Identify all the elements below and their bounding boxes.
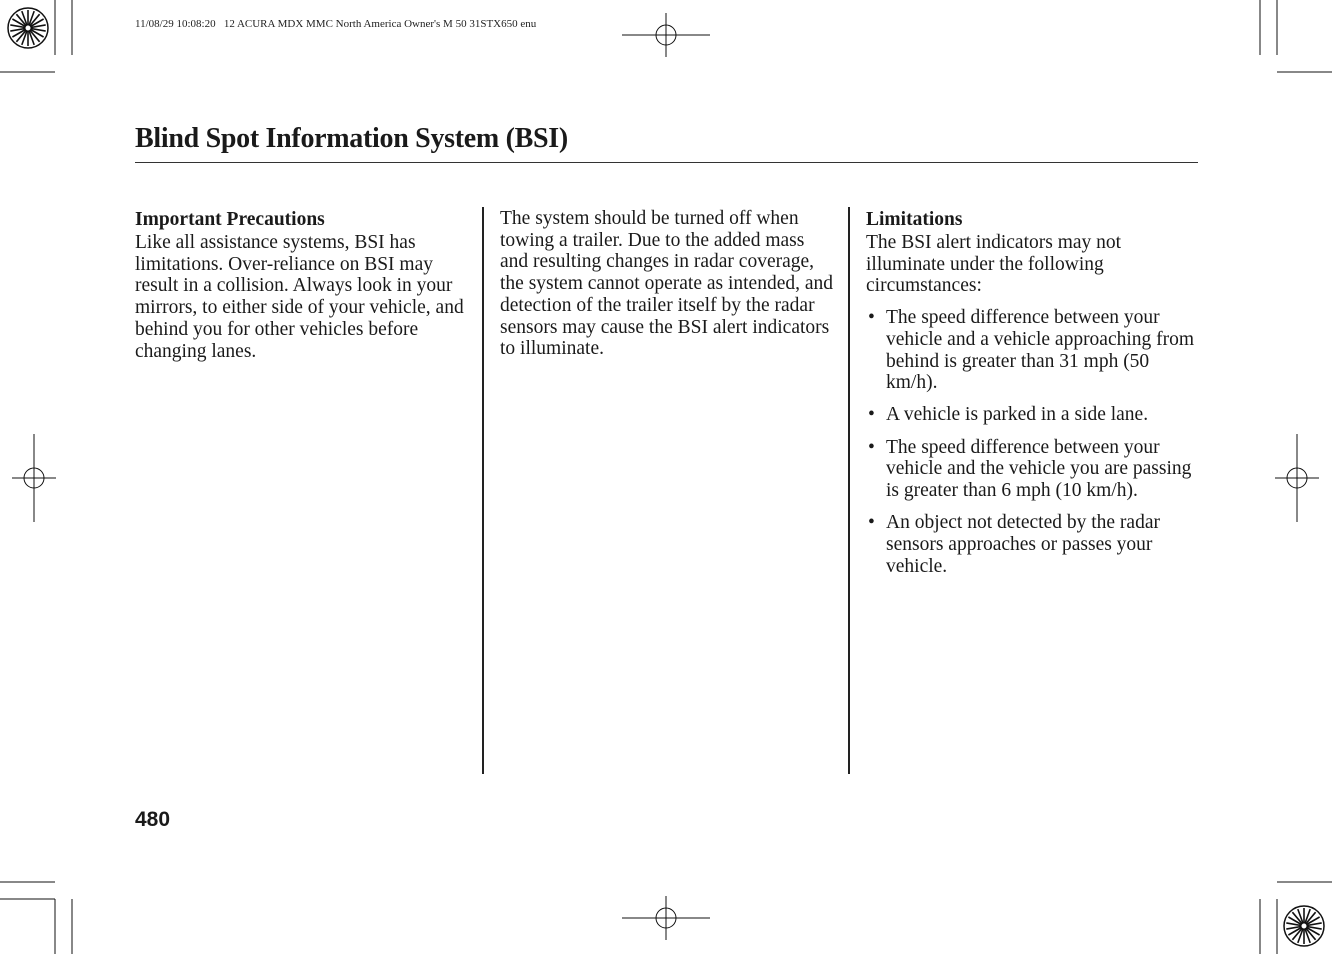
section-heading: Important Precautions: [135, 209, 325, 230]
section-body: The system should be turned off when towing a trailer. Due to the added mass and resulting changes in radar coverage, the system cannot operate as intended, and detection of the trailer itself by the radar sensors may cause the BSI alert indicators to illuminate.: [500, 208, 834, 360]
list-item-text: The speed difference between your vehicle and the vehicle you are passing is greater than 6 mph (10 km/h).: [886, 436, 1192, 502]
page-number: 480: [135, 808, 171, 831]
registration-target-icon: [6, 6, 50, 50]
registration-target-icon: [1282, 904, 1326, 948]
list-item-text: A vehicle is parked in a side lane.: [886, 404, 1149, 426]
list-item: [866, 437, 1196, 502]
limitations-list: [866, 307, 1196, 577]
column-limitations: [866, 208, 1196, 588]
column-important-precautions: [135, 208, 471, 362]
bullet-icon: •: [868, 307, 875, 329]
list-item: [866, 307, 1196, 394]
crosshair-icon: [622, 896, 710, 940]
crosshair-icon: [12, 434, 56, 522]
column-divider: [482, 207, 484, 774]
bullet-icon: •: [868, 512, 875, 534]
bullet-icon: •: [868, 436, 875, 458]
column-divider: [848, 207, 850, 774]
title-rule: [135, 162, 1198, 163]
list-item-text: An object not detected by the radar sensors approaches or passes your vehicle.: [886, 512, 1160, 577]
page-title: Blind Spot Information System (BSI): [135, 123, 568, 154]
list-item-text: The speed difference between your vehicle and a vehicle approaching from behind is greater than 31 mph (50 km/h).: [886, 307, 1195, 394]
crosshair-icon: [622, 13, 710, 57]
column-towing-note: [500, 208, 836, 360]
section-heading: Limitations: [866, 209, 963, 230]
print-info: 11/08/29 10:08:20 12 ACURA MDX MMC North America Owner's M 50 31STX650 enu: [135, 18, 537, 30]
list-item: [866, 404, 1196, 426]
section-body: Like all assistance systems, BSI has limitations. Over-reliance on BSI may result in a collision. Always look in your mirrors, to either side of your vehicle, and behind you for other vehicles before changing lanes.: [135, 232, 464, 362]
bullet-icon: •: [868, 404, 875, 426]
section-intro: The BSI alert indicators may not illuminate under the following circumstances:: [866, 232, 1122, 297]
crosshair-icon: [1275, 434, 1319, 522]
list-item: [866, 512, 1196, 577]
